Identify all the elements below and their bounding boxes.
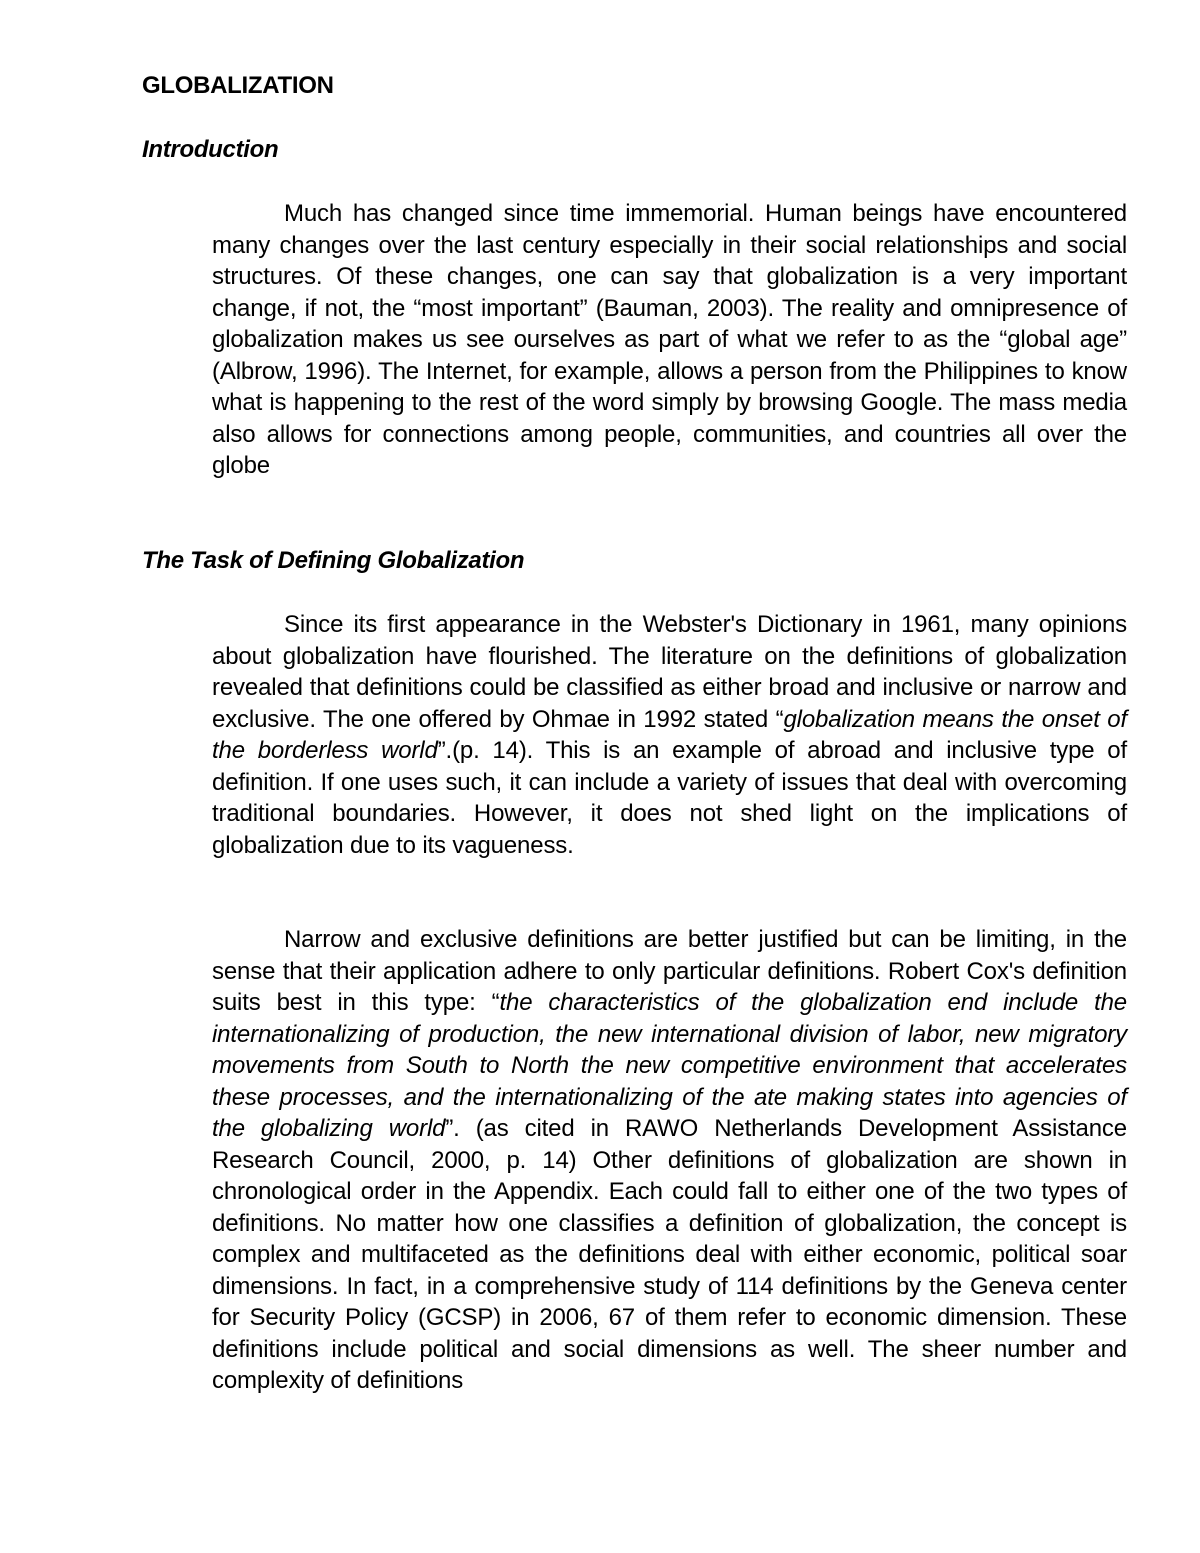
italic-quote: the characteristics of the globalization end include the internationalizing of production, the new international division of labor, new migratory movements from South to North the new competitive environment that accelerates these processes, and the internationalizing of the ate making states into agencies of the globalizing world [212,989,1127,1142]
section-heading-defining-globalization: The Task of Defining Globalization [142,547,525,574]
paragraph-ohmae-definition [212,609,1127,861]
paragraph-text: Narrow and exclusive definitions are better justified but can be limiting, in the sense that their application adhere to only particular definitions. Robert Cox's definition suits best in this type: “ [212,926,1127,1016]
paragraph-text: ”.(p. 14). This is an example of abroad and inclusive type of definition. If one uses such, it can include a variety of issues that deal with overcoming traditional boundaries. However, it does not shed light on the implications of globalization due to its vagueness. [212,737,1128,859]
section-heading-introduction: Introduction [142,136,279,163]
paragraph-text: Since its first appearance in the Webster's Dictionary in 1961, many opinions about globalization have flourished. The literature on the definitions of globalization revealed that definitions could be classified as either broad and inclusive or narrow and exclusive. The one offered by Ohmae in 1992 stated “ [212,611,1127,733]
document-title: GLOBALIZATION [142,72,334,99]
italic-quote: globalization means the onset of the borderless world [212,705,1127,764]
paragraph-text: Much has changed since time immemorial. Human beings have encountered many changes over the last century especially in their social relationships and social structures. Of these changes, one can say that globalization is a very important change, if not, the “most important” (Bauman, 2003). The reality and omnipresence of globalization makes us see ourselves as part of what we refer to as the “global age” (Albrow, 1996). The Internet, for example, allows a person from the Philippines to know what is happening to the rest of the word simply by browsing Google. The mass media also allows for connections among people, communities, and countries all over the globe [212,200,1127,479]
paragraph-text: ”. (as cited in RAWO Netherlands Development Assistance Research Council, 2000, p. 14) Other definitions of globalization are shown in chronological order in the Appendix. Each could fall to either one of the two types of definitions. No matter how one classifies a definition of globalization, the concept is complex and multifaceted as the definitions deal with either economic, political soar dimensions. In fact, in a comprehensive study of 114 definitions by the Geneva center for Security Policy (GCSP) in 2006, 67 of them refer to economic dimension. These definitions include political and social dimensions as well. The sheer number and complexity of definitions [212,1115,1127,1394]
paragraph-introduction [212,198,1127,482]
paragraph-cox-definition [212,924,1127,1397]
